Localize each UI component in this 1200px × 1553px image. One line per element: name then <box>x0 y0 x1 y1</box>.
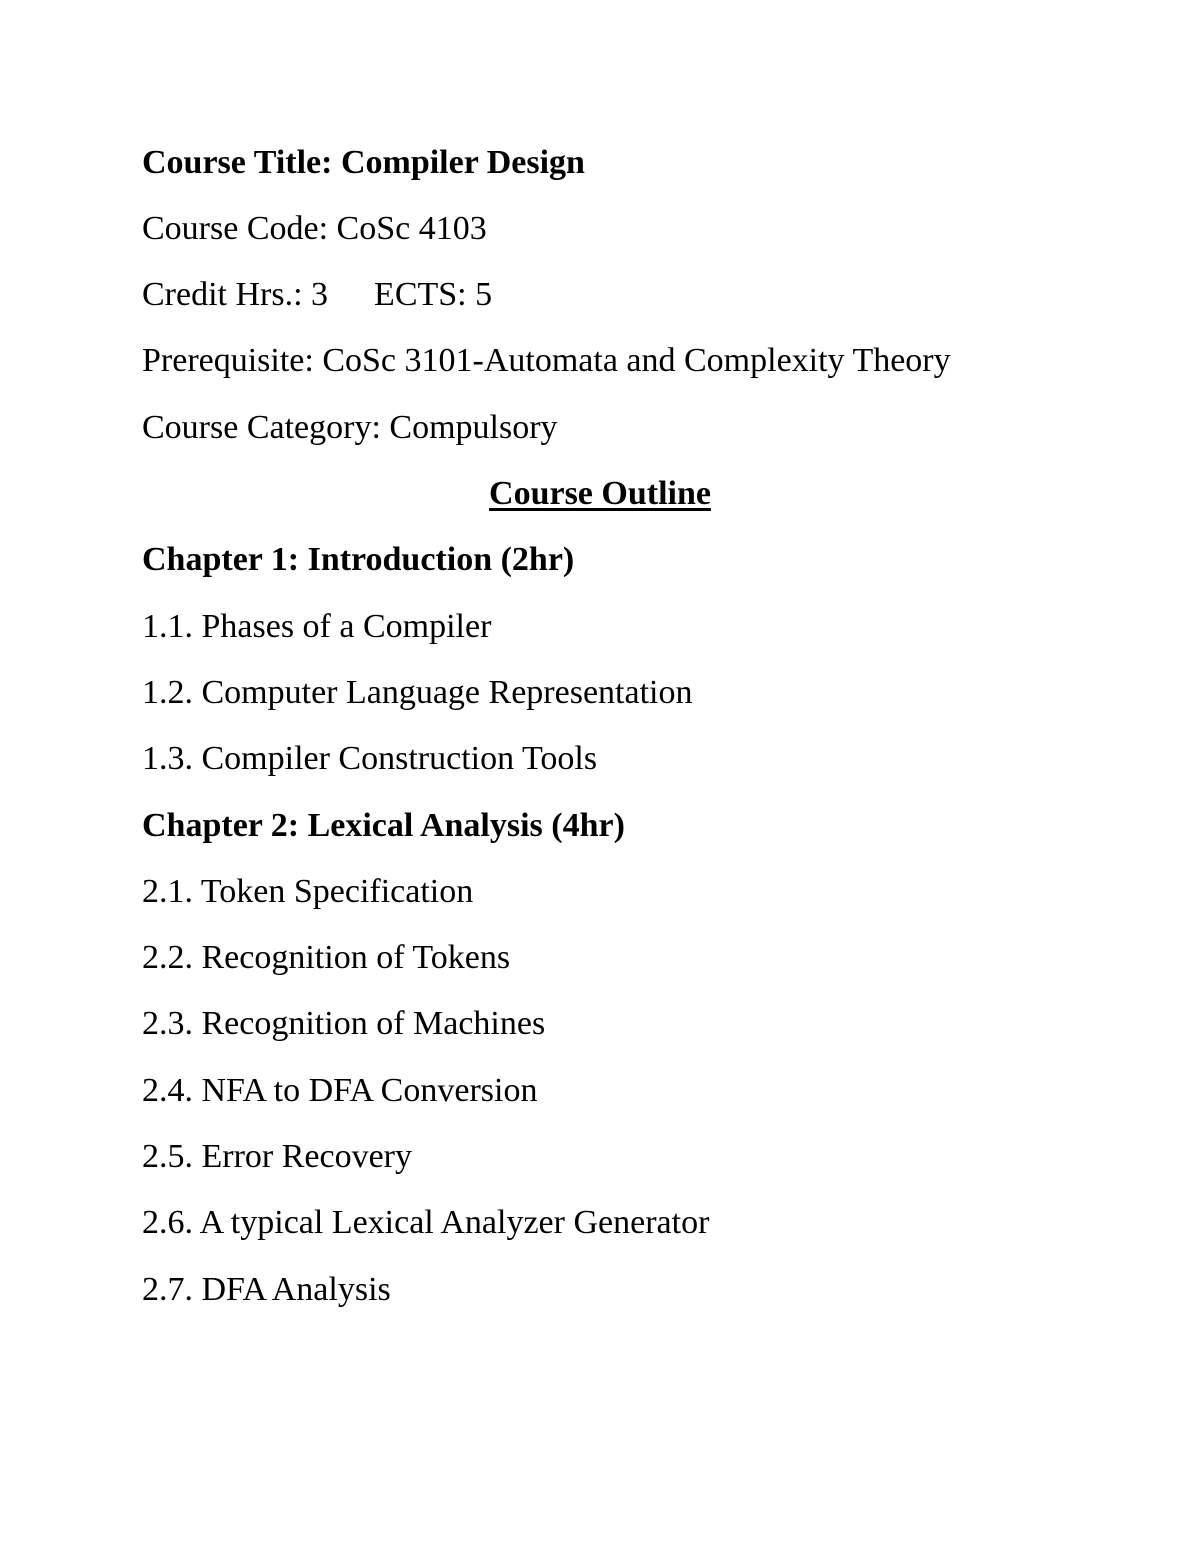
section-2-5: 2.5. Error Recovery <box>142 1138 413 1175</box>
outline-heading-text: Course Outline <box>489 475 711 512</box>
course-category: Course Category: Compulsory <box>142 409 558 446</box>
section-2-1: 2.1. Token Specification <box>142 873 474 910</box>
section-2-7: 2.7. DFA Analysis <box>142 1271 391 1308</box>
section-1-3: 1.3. Compiler Construction Tools <box>142 740 598 777</box>
section-2-2: 2.2. Recognition of Tokens <box>142 939 511 976</box>
section-2-4: 2.4. NFA to DFA Conversion <box>142 1072 538 1109</box>
section-1-2: 1.2. Computer Language Representation <box>142 674 693 711</box>
prerequisite: Prerequisite: CoSc 3101-Automata and Complexity Theory <box>142 342 951 379</box>
section-1-1: 1.1. Phases of a Compiler <box>142 608 492 645</box>
section-2-3: 2.3. Recognition of Machines <box>142 1005 546 1042</box>
course-title: Course Title: Compiler Design <box>142 144 585 181</box>
chapter-1-title: Chapter 1: Introduction (2hr) <box>142 541 575 578</box>
chapter-2-title: Chapter 2: Lexical Analysis (4hr) <box>142 807 625 844</box>
outline-heading <box>0 474 1200 514</box>
credit-hours: Credit Hrs.: 3 <box>142 276 329 313</box>
ects-credits: ECTS: 5 <box>374 276 493 313</box>
section-2-6: 2.6. A typical Lexical Analyzer Generator <box>142 1204 710 1241</box>
course-code: Course Code: CoSc 4103 <box>142 210 487 247</box>
credit-line <box>142 275 492 315</box>
